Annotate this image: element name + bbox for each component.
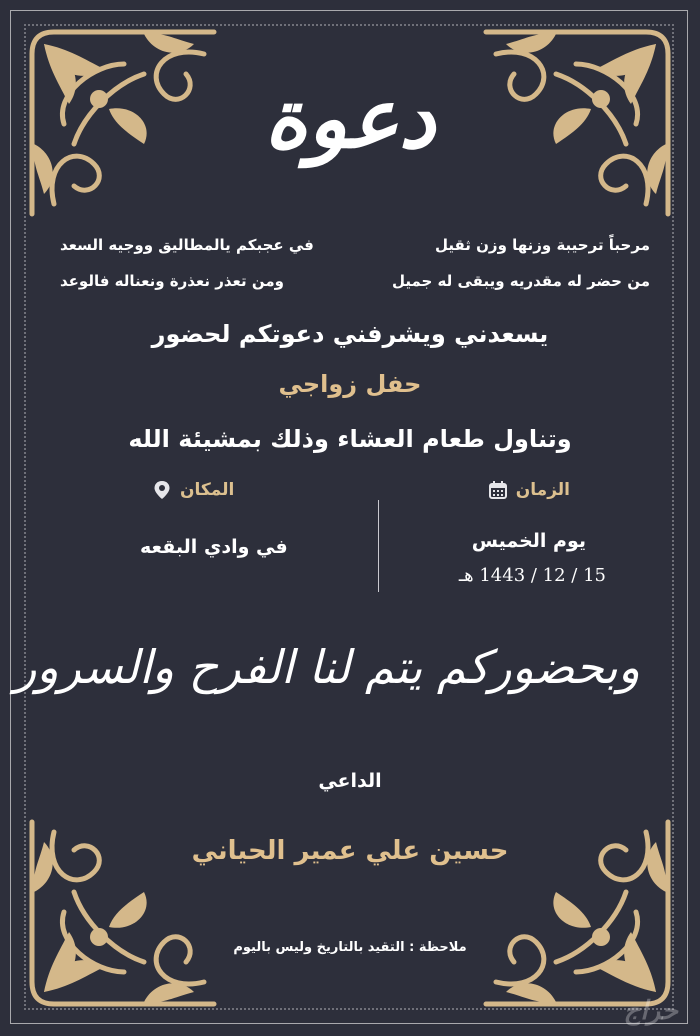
verse-left-top: في عجبكم يالمطاليق ووجيه السعد: [60, 236, 314, 254]
details-divider: [378, 500, 379, 592]
verse-right-bottom: من حضر له مقدريه ويبقى له جميل: [391, 272, 650, 290]
watermark: حراج: [623, 996, 678, 1026]
invitation-line: يسعدني ويشرفني دعوتكم لحضور: [151, 320, 549, 348]
event-day: يوم الخميس: [471, 530, 586, 552]
host-label: الداعي: [318, 770, 382, 792]
event-place: في وادي البقعه: [140, 536, 288, 558]
event-name: حفل زواجي: [278, 370, 422, 398]
verse-left-bottom: ومن تعذر نعذرة ونعناله فالوعد: [60, 272, 284, 290]
location-pin-icon: [152, 480, 172, 500]
event-date: 15 / 12 / 1443 هـ: [458, 565, 606, 586]
host-name: حسين علي عمير الحياني: [191, 836, 509, 866]
verse-right-top: مرحباً ترحيبة وزنها وزن ثقيل: [434, 236, 650, 254]
place-label-text: المكان: [180, 480, 235, 500]
dinner-line: وتناول طعام العشاء وذلك بمشيئة الله: [128, 425, 572, 453]
corner-ornament-top-left: [14, 14, 224, 224]
note: ملاحظة : التقيد بالتاريخ وليس باليوم: [233, 940, 467, 955]
invitation-title: دعوة: [264, 71, 436, 167]
time-label-text: الزمان: [515, 480, 570, 500]
calendar-icon: [488, 480, 508, 500]
closing-calligraphy: وبحضوركم يتم لنا الفرح والسرور: [14, 640, 640, 694]
time-label: [488, 480, 570, 500]
corner-ornament-top-right: [476, 14, 686, 224]
place-label: [152, 480, 234, 500]
